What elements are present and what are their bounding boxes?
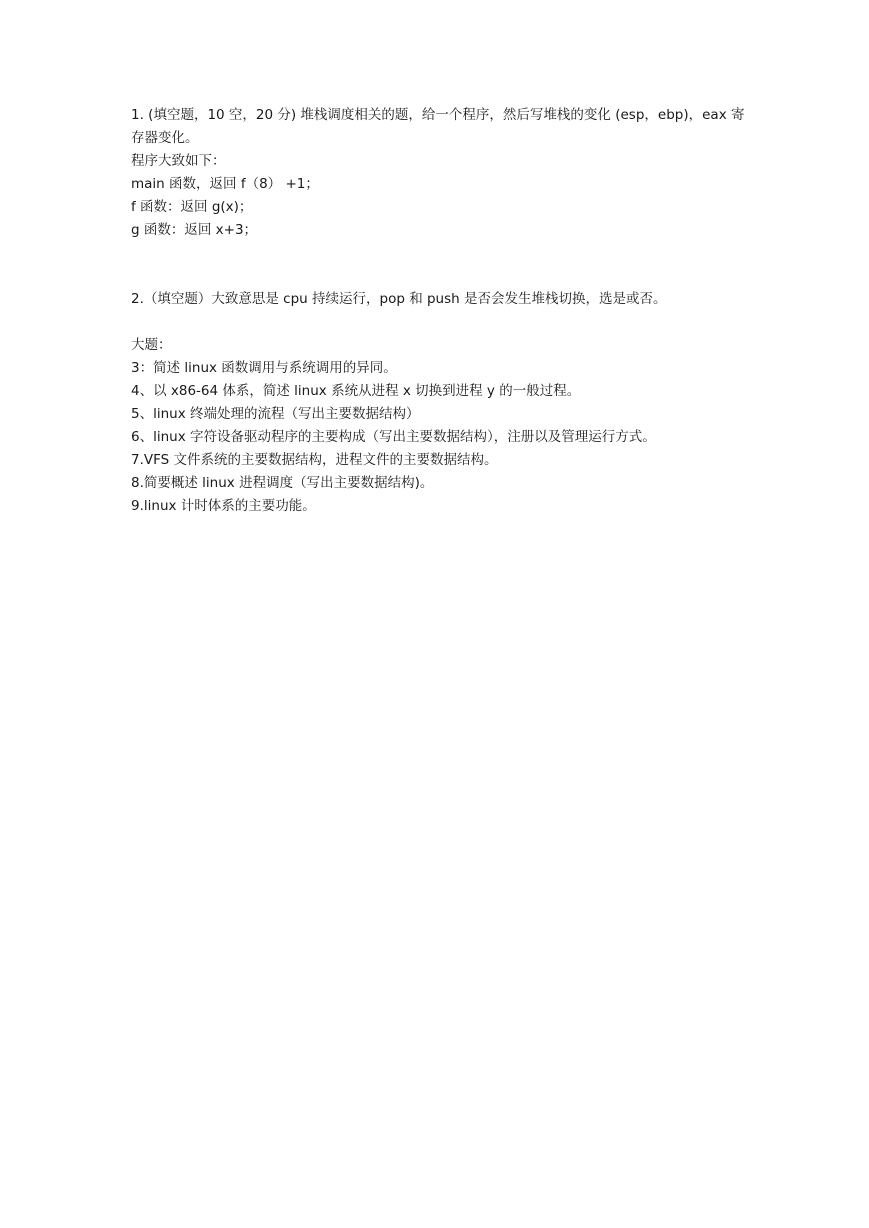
essay-item: 4、以 x86-64 体系，简述 linux 系统从进程 x 切换到进程 y 的一般过程。 [131, 383, 581, 399]
essay-item: 9.linux 计时体系的主要功能。 [131, 498, 316, 514]
program-line: f 函数：返回 g(x)； [131, 199, 253, 215]
program-intro: 程序大致如下： [131, 153, 226, 169]
essay-heading: 大题： [131, 337, 172, 353]
question-2-text: 2.（填空题）大致意思是 cpu 持续运行，pop 和 push 是否会发生堆栈切换，选是或否。 [131, 291, 667, 307]
program-line: main 函数，返回 f（8） +1； [131, 176, 319, 192]
essay-item: 5、linux 终端处理的流程（写出主要数据结构） [131, 406, 420, 422]
document-body [131, 104, 751, 518]
essay-item: 8.简要概述 linux 进程调度（写出主要数据结构)。 [131, 475, 434, 491]
program-line: g 函数：返回 x+3； [131, 222, 258, 238]
essay-item: 7.VFS 文件系统的主要数据结构，进程文件的主要数据结构。 [131, 452, 498, 468]
essay-item: 6、linux 字符设备驱动程序的主要构成（写出主要数据结构），注册以及管理运行方式。 [131, 429, 656, 445]
spacer [131, 311, 751, 334]
spacer [131, 242, 751, 288]
question-1-text: 1. (填空题，10 空，20 分) 堆栈调度相关的题，给一个程序，然后写堆栈的变化 (esp，ebp)，eax 寄存器变化。 [131, 107, 745, 146]
essay-item: 3：简述 linux 函数调用与系统调用的异同。 [131, 360, 397, 376]
